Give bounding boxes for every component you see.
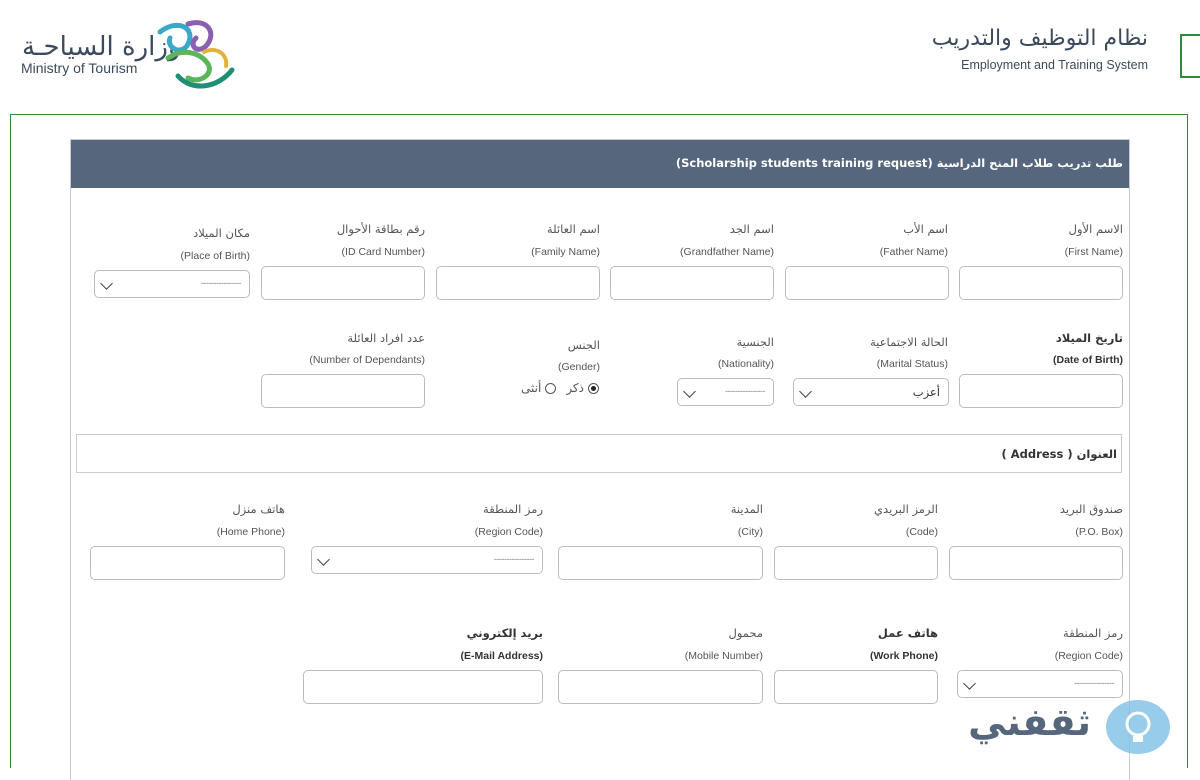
ministry-logo[interactable] xyxy=(18,18,238,92)
id-card-label-ar: رقم بطاقة الأحوال xyxy=(336,222,425,236)
marital-status-value: أعزب xyxy=(912,385,940,399)
region-code-placeholder: ---------------- xyxy=(494,554,534,564)
home-phone-label-en: (Home Phone) xyxy=(216,526,285,538)
email-label-ar: بريد إلكتروني xyxy=(466,626,543,640)
place-of-birth-label-en: (Place of Birth) xyxy=(180,250,250,262)
grandfather-name-label-en: (Grandfather Name) xyxy=(680,246,774,258)
id-card-input[interactable] xyxy=(261,266,425,300)
po-box-label-ar: صندوق البريد xyxy=(1059,502,1123,516)
id-card-label-en: (ID Card Number) xyxy=(341,246,425,258)
first-name-input[interactable] xyxy=(959,266,1123,300)
postal-code-input[interactable] xyxy=(774,546,938,580)
gender-label-ar: الجنس xyxy=(567,338,600,352)
region-code-2-label-en: (Region Code) xyxy=(1054,650,1123,662)
lightbulb-icon xyxy=(1106,700,1170,754)
marital-status-label-en: (Marital Status) xyxy=(876,358,948,370)
dependants-label-en: (Number of Dependants) xyxy=(309,354,425,366)
page-frame-left xyxy=(10,114,11,768)
date-of-birth-label-ar: تاريخ الميلاد xyxy=(1055,331,1123,345)
chevron-down-icon xyxy=(799,385,812,398)
marital-status-label-ar: الحالة الاجتماعية xyxy=(870,335,948,349)
form-title: طلب تدريب طلاب المنح الدراسية (Scholarship students training request) xyxy=(675,156,1123,170)
chevron-down-icon xyxy=(683,385,696,398)
work-phone-input[interactable] xyxy=(774,670,938,704)
nationality-label-en: (Nationality) xyxy=(717,358,774,370)
header-bracket-decoration xyxy=(1180,34,1200,78)
watermark-text: ثقفني xyxy=(968,700,1091,744)
dependants-label-ar: عدد افراد العائلة xyxy=(347,331,425,345)
chevron-down-icon xyxy=(100,277,113,290)
mobile-input[interactable] xyxy=(558,670,763,704)
home-phone-input[interactable] xyxy=(90,546,285,580)
gender-female-radio[interactable] xyxy=(545,383,556,394)
ministry-name-en: Ministry of Tourism xyxy=(21,60,138,76)
family-name-label-en: (Family Name) xyxy=(531,246,600,258)
page-frame-right xyxy=(1187,114,1188,768)
place-of-birth-select[interactable] xyxy=(94,270,250,298)
city-input[interactable] xyxy=(558,546,763,580)
home-phone-label-ar: هاتف منزل xyxy=(232,502,285,516)
region-code-2-select[interactable] xyxy=(957,670,1123,698)
address-section-header xyxy=(76,434,1122,473)
first-name-label-en: (First Name) xyxy=(1064,246,1123,258)
po-box-label-en: (P.O. Box) xyxy=(1075,526,1123,538)
grandfather-name-input[interactable] xyxy=(610,266,774,300)
gender-radio-group xyxy=(521,381,599,395)
ministry-name-ar: وزارة السياحـة xyxy=(22,32,181,62)
region-code-select[interactable] xyxy=(311,546,543,574)
gender-male-radio[interactable] xyxy=(588,383,599,394)
first-name-label-ar: الاسم الأول xyxy=(1068,222,1123,236)
region-code-label-en: (Region Code) xyxy=(474,526,543,538)
po-box-input[interactable] xyxy=(949,546,1123,580)
city-label-ar: المدينة xyxy=(730,502,763,516)
city-label-en: (City) xyxy=(737,526,763,538)
nationality-label-ar: الجنسية xyxy=(736,335,774,349)
ministry-logo-icon xyxy=(148,18,238,92)
gender-male-label: ذكر xyxy=(566,381,584,395)
system-title-en: Employment and Training System xyxy=(961,58,1148,72)
chevron-down-icon xyxy=(317,553,330,566)
marital-status-select[interactable] xyxy=(793,378,949,406)
gender-label-en: (Gender) xyxy=(557,361,600,373)
address-section-title: العنوان ( Address ) xyxy=(1001,447,1117,461)
father-name-label-ar: اسم الأب xyxy=(903,222,948,236)
region-code-2-label-ar: رمز المنطقة xyxy=(1063,626,1123,640)
date-of-birth-input[interactable] xyxy=(959,374,1123,408)
nationality-placeholder: ---------------- xyxy=(725,386,765,396)
watermark xyxy=(968,700,1186,760)
header-divider xyxy=(10,114,1188,115)
family-name-label-ar: اسم العائلة xyxy=(546,222,600,236)
family-name-input[interactable] xyxy=(436,266,600,300)
place-of-birth-label-ar: مكان الميلاد xyxy=(193,226,250,240)
postal-code-label-ar: الرمز البريدي xyxy=(874,502,938,516)
postal-code-label-en: (Code) xyxy=(905,526,938,538)
nationality-select[interactable] xyxy=(677,378,774,406)
email-input[interactable] xyxy=(303,670,543,704)
form-header xyxy=(71,140,1129,188)
region-code-2-placeholder: ---------------- xyxy=(1074,678,1114,688)
date-of-birth-label-en: (Date of Birth) xyxy=(1053,354,1123,366)
place-of-birth-placeholder: ---------------- xyxy=(201,278,241,288)
mobile-label-en: (Mobile Number) xyxy=(684,650,763,662)
gender-female-label: أنثى xyxy=(521,381,542,395)
email-label-en: (E-Mail Address) xyxy=(460,650,543,662)
grandfather-name-label-ar: اسم الجد xyxy=(729,222,774,236)
chevron-down-icon xyxy=(963,677,976,690)
father-name-input[interactable] xyxy=(785,266,949,300)
dependants-input[interactable] xyxy=(261,374,425,408)
system-title-ar: نظام التوظيف والتدريب xyxy=(931,26,1148,51)
region-code-label-ar: رمز المنطقة xyxy=(483,502,543,516)
mobile-label-ar: محمول xyxy=(728,626,763,640)
father-name-label-en: (Father Name) xyxy=(879,246,948,258)
work-phone-label-en: (Work Phone) xyxy=(869,650,938,662)
work-phone-label-ar: هاتف عمل xyxy=(877,626,938,640)
